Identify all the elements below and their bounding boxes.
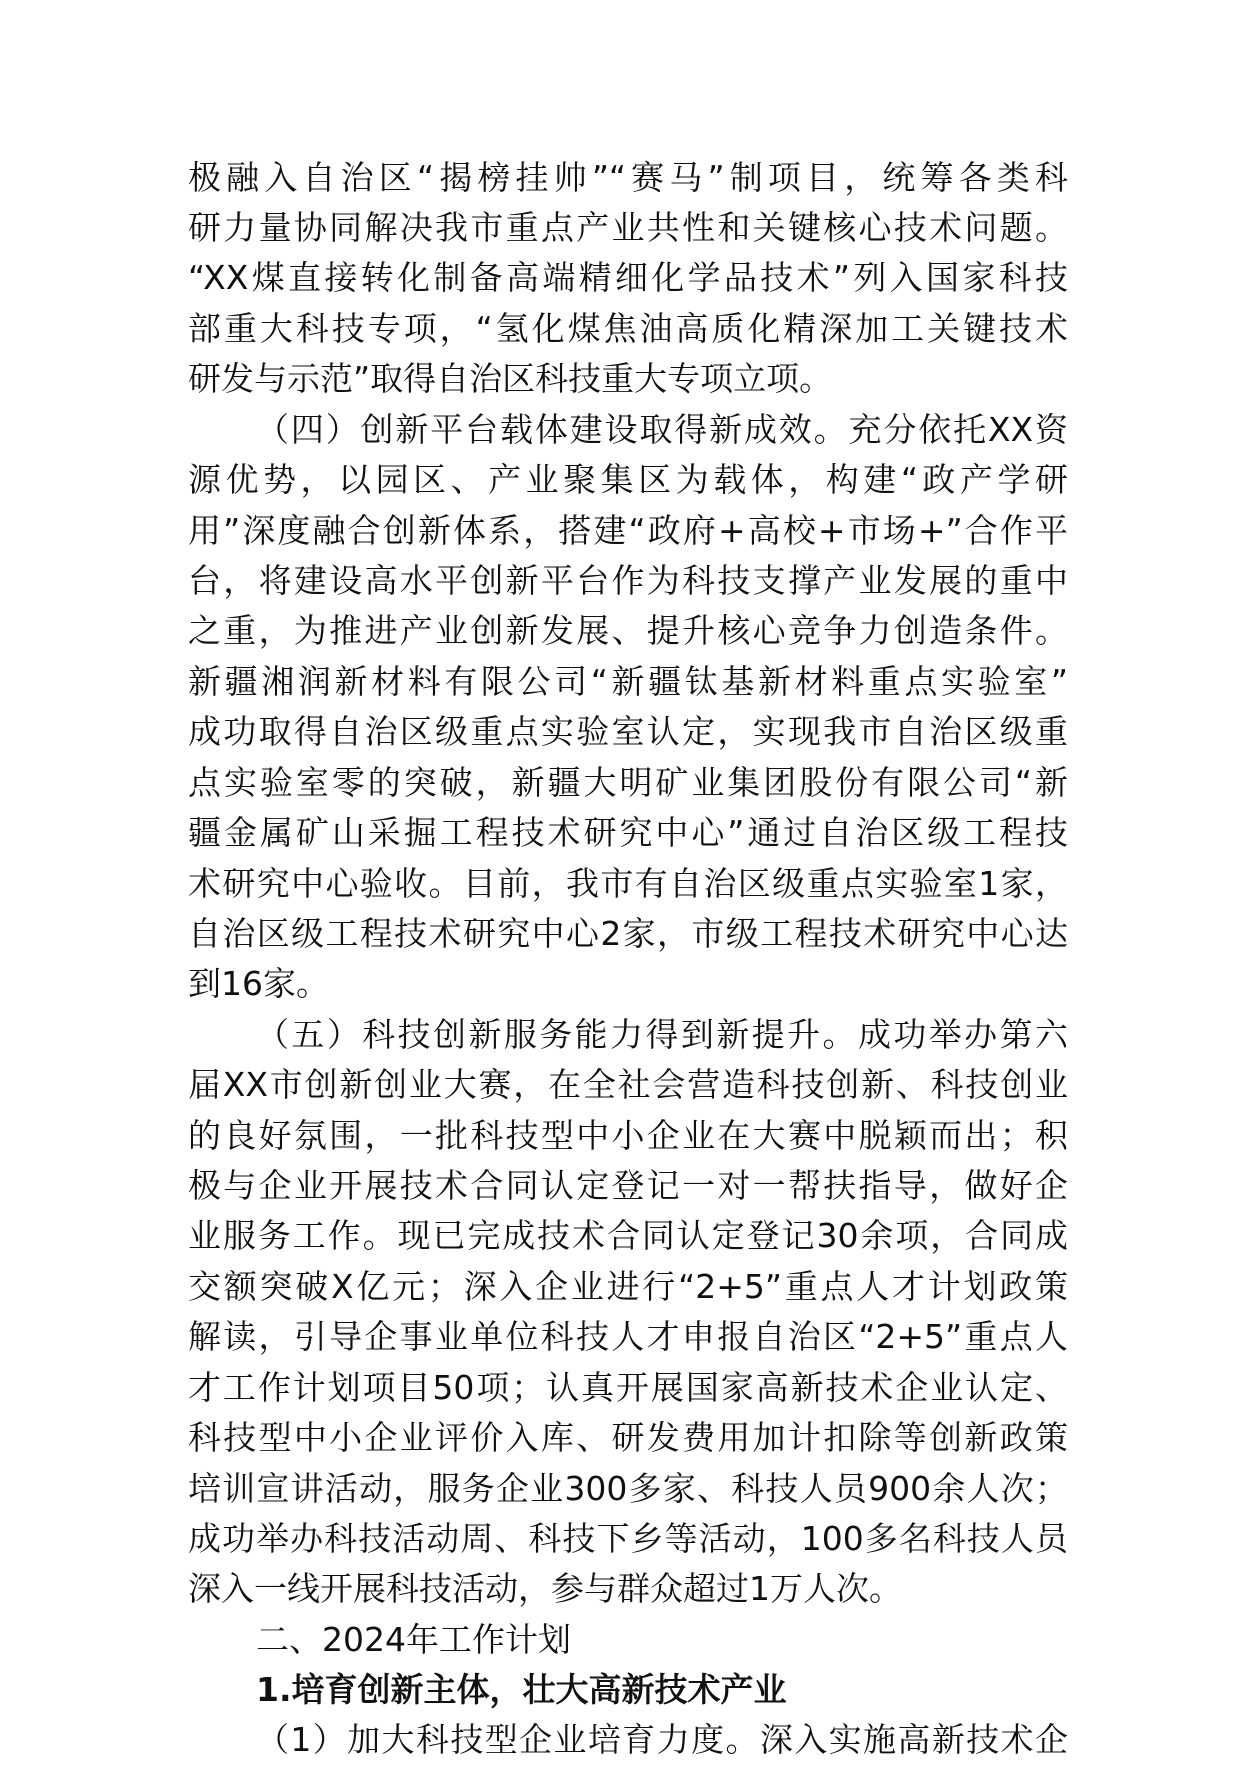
- body-text-line: 的良好氛围，一批科技型中小企业在大赛中脱颖而出；积: [188, 1116, 1068, 1155]
- body-text-line: 到16家。: [188, 964, 329, 1003]
- body-text-line: 届XX市创新创业大赛，在全社会营造科技创新、科技创业: [188, 1065, 1068, 1104]
- body-text-line: 交额突破X亿元；深入企业进行“2+5”重点人才计划政策: [188, 1267, 1068, 1306]
- body-text-line: 自治区级工程技术研究中心2家，市级工程技术研究中心达: [188, 914, 1068, 953]
- body-text-line: 成功举办科技活动周、科技下乡等活动，100多名科技人员: [188, 1519, 1068, 1558]
- body-text-line: 业服务工作。现已完成技术合同认定登记30余项，合同成: [188, 1216, 1068, 1255]
- item-heading: （1）加大科技型企业培育力度。深入实施高新技术企: [256, 1720, 1068, 1759]
- body-text-line: “XX煤直接转化制备高端精细化学品技术”列入国家科技: [188, 258, 1068, 297]
- body-text-line: 疆金属矿山采掘工程技术研究中心”通过自治区级工程技: [188, 813, 1068, 852]
- body-text-line: 研力量协同解决我市重点产业共性和关键核心技术问题。: [188, 208, 1068, 247]
- body-text-line: 源优势，以园区、产业聚集区为载体，构建“政产学研: [188, 460, 1068, 499]
- body-text-line: 科技型中小企业评价入库、研发费用加计扣除等创新政策: [188, 1418, 1068, 1457]
- body-text-line: 之重，为推进产业创新发展、提升核心竞争力创造条件。: [188, 611, 1068, 650]
- body-text-line: 部重大科技专项，“氢化煤焦油高质化精深加工关键技术: [188, 309, 1068, 348]
- body-text-line: 台，将建设高水平创新平台作为科技支撑产业发展的重中: [188, 561, 1068, 600]
- body-text-line: 极融入自治区“揭榜挂帅”“赛马”制项目，统筹各类科: [188, 158, 1068, 197]
- body-text-line: 极与企业开展技术合同认定登记一对一帮扶指导，做好企: [188, 1166, 1068, 1205]
- body-text-line: 培训宣讲活动，服务企业300多家、科技人员900余人次；: [188, 1469, 1068, 1508]
- subsection-heading: 1.培育创新主体，壮大高新技术产业: [256, 1670, 787, 1709]
- body-text-line: 成功取得自治区级重点实验室认定，实现我市自治区级重: [188, 712, 1068, 751]
- body-text-line: 用”深度融合创新体系，搭建“政府+高校+市场+”合作平: [188, 511, 1068, 550]
- body-text-line: 才工作计划项目50项；认真开展国家高新技术企业认定、: [188, 1368, 1068, 1407]
- chapter-heading: 二、2024年工作计划: [256, 1620, 571, 1659]
- body-text-line: 术研究中心验收。目前，我市有自治区级重点实验室1家，: [188, 864, 1068, 903]
- section-heading-4: （四）创新平台载体建设取得新成效。充分依托XX资: [256, 410, 1068, 449]
- body-text-line: 解读，引导企事业单位科技人才申报自治区“2+5”重点人: [188, 1317, 1068, 1356]
- body-text-line: 新疆湘润新材料有限公司“新疆钛基新材料重点实验室”: [188, 662, 1068, 701]
- body-text-line: 研发与示范”取得自治区科技重大专项立项。: [188, 359, 833, 398]
- section-heading-5: （五）科技创新服务能力得到新提升。成功举办第六: [256, 1015, 1068, 1054]
- body-text-line: 点实验室零的突破，新疆大明矿业集团股份有限公司“新: [188, 763, 1068, 802]
- body-text-line: 深入一线开展科技活动，参与群众超过1万人次。: [188, 1569, 902, 1608]
